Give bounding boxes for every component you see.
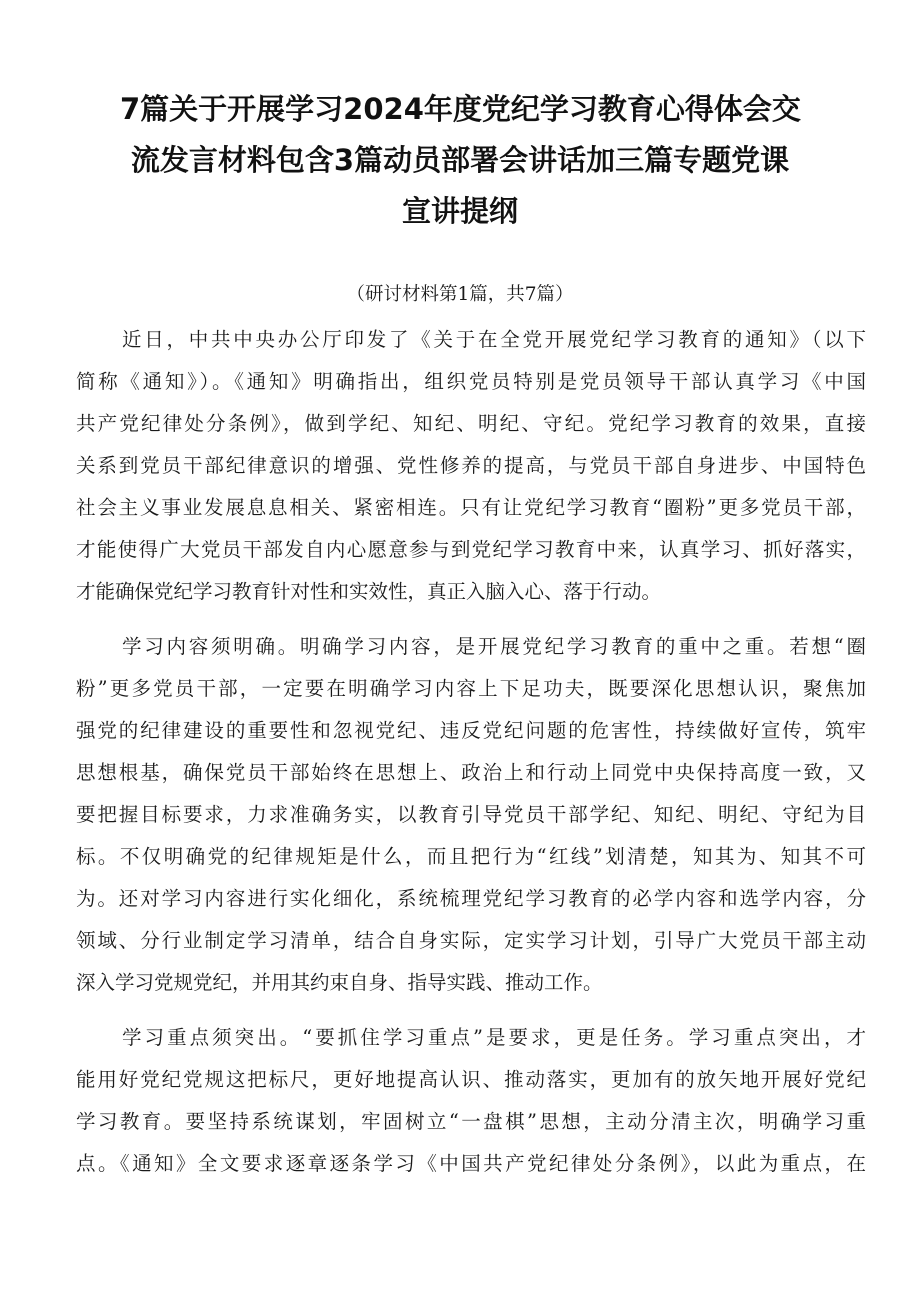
- paragraph-line: 近日，中共中央办公厅印发了《关于在全党开展党纪学习教育的通知》（以下: [122, 328, 866, 351]
- paragraph-line: 点。《通知》全文要求逐章逐条学习《中国共产党纪律处分条例》，以此为重点，在: [76, 1152, 866, 1175]
- paragraph-line: 才能使得广大党员干部发自内心愿意参与到党纪学习教育中来，认真学习、抓好落实，: [76, 538, 866, 561]
- title-line: 流发言材料包含3篇动员部署会讲话加三篇专题党课: [130, 143, 790, 177]
- paragraph-line: 要把握目标要求，力求准确务实，以教育引导党员干部学纪、知纪、明纪、守纪为目: [76, 803, 866, 826]
- document-subtitle: （研讨材料第1篇，共7篇）: [346, 284, 574, 305]
- paragraph-line: 领域、分行业制定学习清单，结合自身实际，定实学习计划，引导广大党员干部主动: [76, 929, 866, 952]
- paragraph-line: 学习重点须突出。“要抓住学习重点”是要求，更是任务。学习重点突出，才: [122, 1026, 866, 1049]
- paragraph-line: 标。不仅明确党的纪律规矩是什么，而且把行为“红线”划清楚，知其为、知其不可: [76, 845, 866, 868]
- paragraph-line: 学习内容须明确。明确学习内容，是开展党纪学习教育的重中之重。若想“圈: [122, 635, 866, 658]
- paragraph-line: 能用好党纪党规这把标尺，更好地提高认识、推动落实，更加有的放矢地开展好党纪: [76, 1068, 866, 1091]
- paragraph-line: 关系到党员干部纪律意识的增强、党性修养的提高，与党员干部自身进步、中国特色: [76, 454, 866, 477]
- paragraph-line: 社会主义事业发展息息相关、紧密相连。只有让党纪学习教育“圈粉”更多党员干部，: [76, 496, 866, 519]
- paragraph-line: 粉”更多党员干部，一定要在明确学习内容上下足功夫，既要深化思想认识，聚焦加: [76, 677, 866, 700]
- paragraph-line: 强党的纪律建设的重要性和忽视党纪、违反党纪问题的危害性，持续做好宣传，筑牢: [76, 719, 866, 742]
- paragraph-line: 共产党纪律处分条例》，做到学纪、知纪、明纪、守纪。党纪学习教育的效果，直接: [76, 412, 866, 435]
- title-line: 7篇关于开展学习2024年度党纪学习教育心得体会交: [120, 92, 801, 126]
- paragraph-line: 思想根基，确保党员干部始终在思想上、政治上和行动上同党中央保持高度一致，又: [76, 761, 866, 784]
- paragraph-line: 深入学习党规党纪，并用其约束自身、指导实践、推动工作。: [76, 971, 603, 994]
- paragraph-line: 才能确保党纪学习教育针对性和实效性，真正入脑入心、落于行动。: [76, 580, 662, 603]
- paragraph-line: 学习教育。要坚持系统谋划，牢固树立“一盘棋”思想，主动分清主次，明确学习重: [76, 1110, 866, 1133]
- title-line: 宣讲提纲: [401, 194, 518, 228]
- document-title: [120, 84, 800, 237]
- paragraph-line: 简称《通知》）。《通知》明确指出，组织党员特别是党员领导干部认真学习《中国: [76, 370, 866, 393]
- paragraph-line: 为。还对学习内容进行实化细化，系统梳理党纪学习教育的必学内容和选学内容，分: [76, 887, 866, 910]
